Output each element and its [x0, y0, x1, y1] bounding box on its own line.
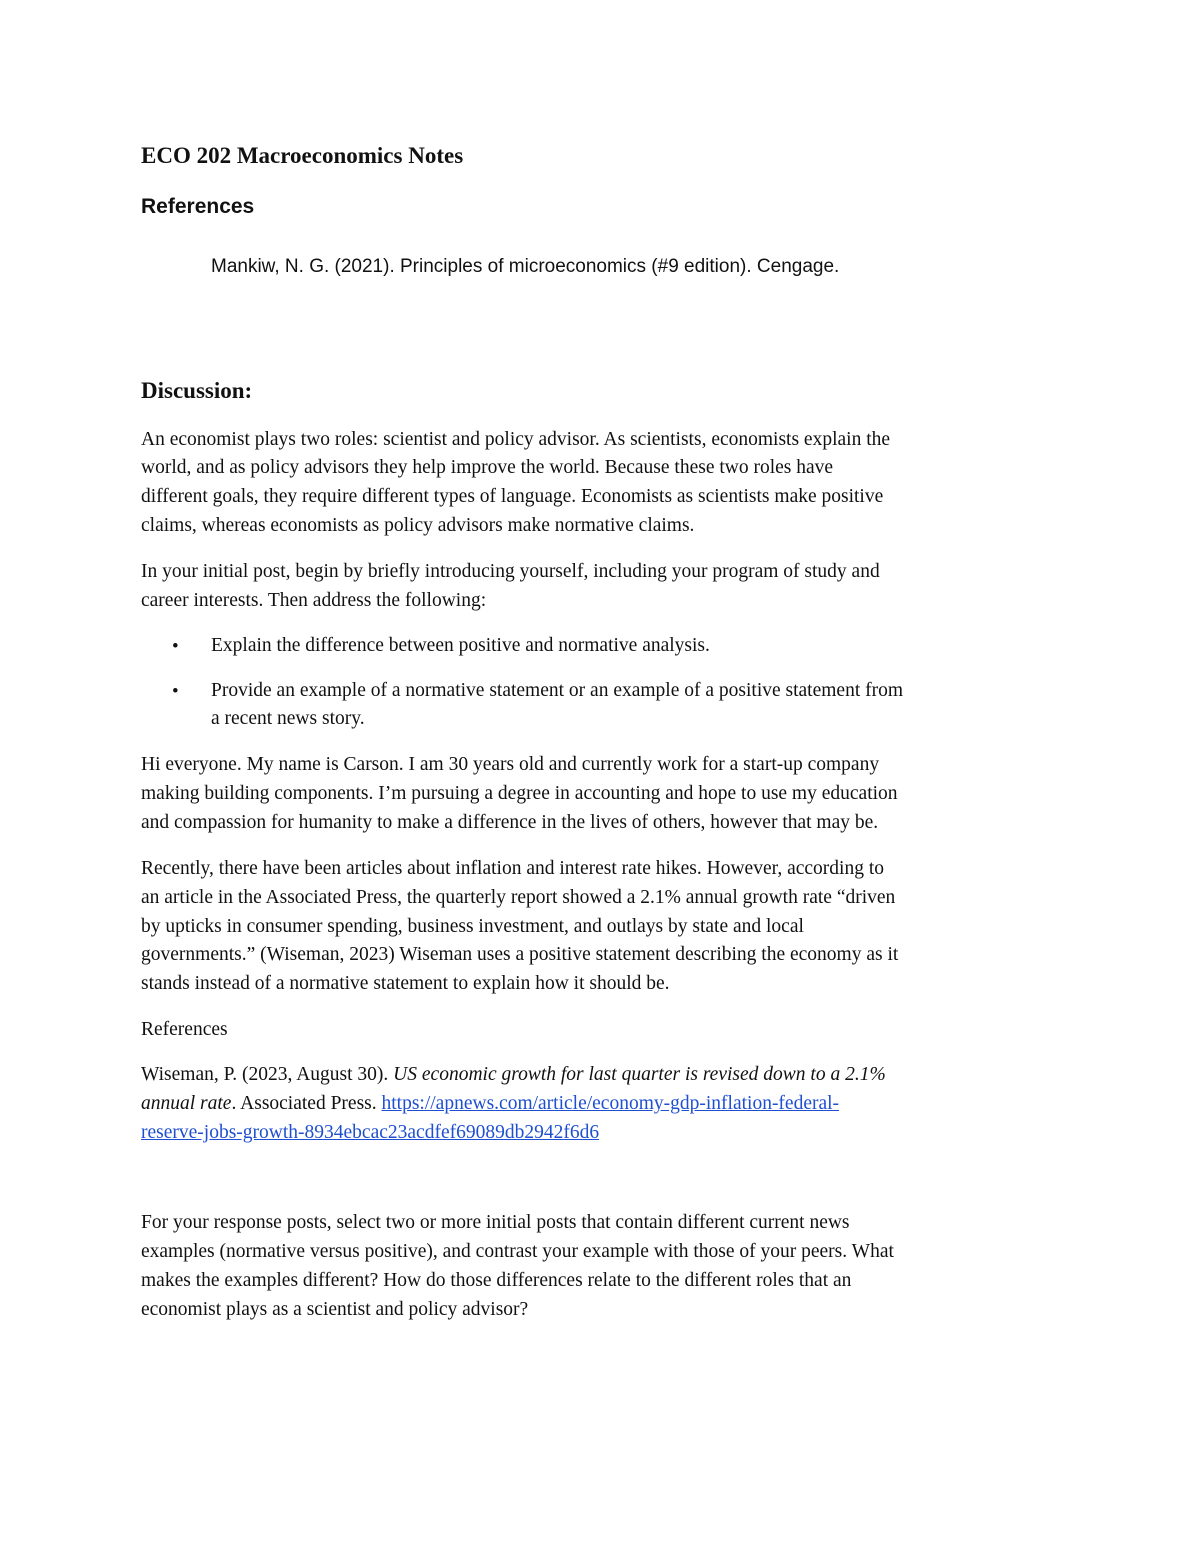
prompt-line: career interests. Then address the following: [141, 590, 487, 611]
discussion-heading: Discussion: [141, 378, 253, 403]
citation-line-3 [141, 1122, 599, 1144]
citation-title: US economic growth for last quarter is revised down to a 2.1% [393, 1064, 886, 1085]
citation-title-cont: annual rate [141, 1093, 232, 1114]
document-title: ECO 202 Macroeconomics Notes [141, 143, 464, 168]
citation-line-2 [141, 1093, 839, 1115]
bullet-dot: • [172, 681, 179, 702]
followup-line: For your response posts, select two or more initial posts that contain different current news [141, 1212, 850, 1233]
bullet-dot: • [172, 636, 179, 657]
intro-line: claims, whereas economists as policy advisors make normative claims. [141, 515, 695, 536]
followup-line: examples (normative versus positive), and contrast your example with those of your peers. What [141, 1241, 894, 1262]
analysis-line: Recently, there have been articles about inflation and interest rate hikes. However, according to [141, 858, 884, 879]
followup-line: makes the examples different? How do those differences relate to the different roles that an [141, 1270, 852, 1291]
intro-line: world, and as policy advisors they help improve the world. Because these two roles have [141, 457, 834, 478]
citation-url-link[interactable]: https://apnews.com/article/economy-gdp-inflation-federal- [381, 1093, 840, 1114]
prompt-line: In your initial post, begin by briefly introducing yourself, including your program of study and [141, 561, 880, 582]
citation-publisher: . Associated Press. [231, 1093, 382, 1114]
followup-line: economist plays as a scientist and policy advisor? [141, 1299, 529, 1320]
response-line: making building components. I’m pursuing a degree in accounting and hope to use my education [141, 783, 898, 804]
bullet-item: a recent news story. [211, 708, 365, 729]
citation-line-1 [141, 1064, 886, 1086]
response-line: Hi everyone. My name is Carson. I am 30 years old and currently work for a start-up company [141, 754, 880, 775]
intro-line: different goals, they require different types of language. Economists as scientists make positive [141, 486, 884, 507]
bullet-item: Provide an example of a normative statement or an example of a positive statement from [211, 680, 904, 701]
intro-line: An economist plays two roles: scientist and policy advisor. As scientists, economists explain the [141, 429, 891, 450]
analysis-line: an article in the Associated Press, the quarterly report showed a 2.1% annual growth rate “driven [141, 887, 896, 908]
analysis-line: governments.” (Wiseman, 2023) Wiseman uses a positive statement describing the economy as it [141, 944, 899, 965]
citations-heading: References [141, 1019, 228, 1040]
citation-url-link-cont[interactable]: reserve-jobs-growth-8934ebcac23acdfef69089db2942f6d6 [141, 1122, 600, 1143]
analysis-line: by upticks in consumer spending, business investment, and outlays by state and local [141, 916, 804, 937]
analysis-line: stands instead of a normative statement to explain how it should be. [141, 973, 670, 994]
bullet-item: Explain the difference between positive and normative analysis. [211, 635, 710, 656]
response-line: and compassion for humanity to make a difference in the lives of others, however that may be. [141, 812, 879, 833]
reference-entry: Mankiw, N. G. (2021). Principles of microeconomics (#9 edition). Cengage. [211, 256, 840, 277]
references-heading: References [141, 195, 255, 218]
citation-author-date: Wiseman, P. (2023, August 30). [141, 1064, 394, 1085]
